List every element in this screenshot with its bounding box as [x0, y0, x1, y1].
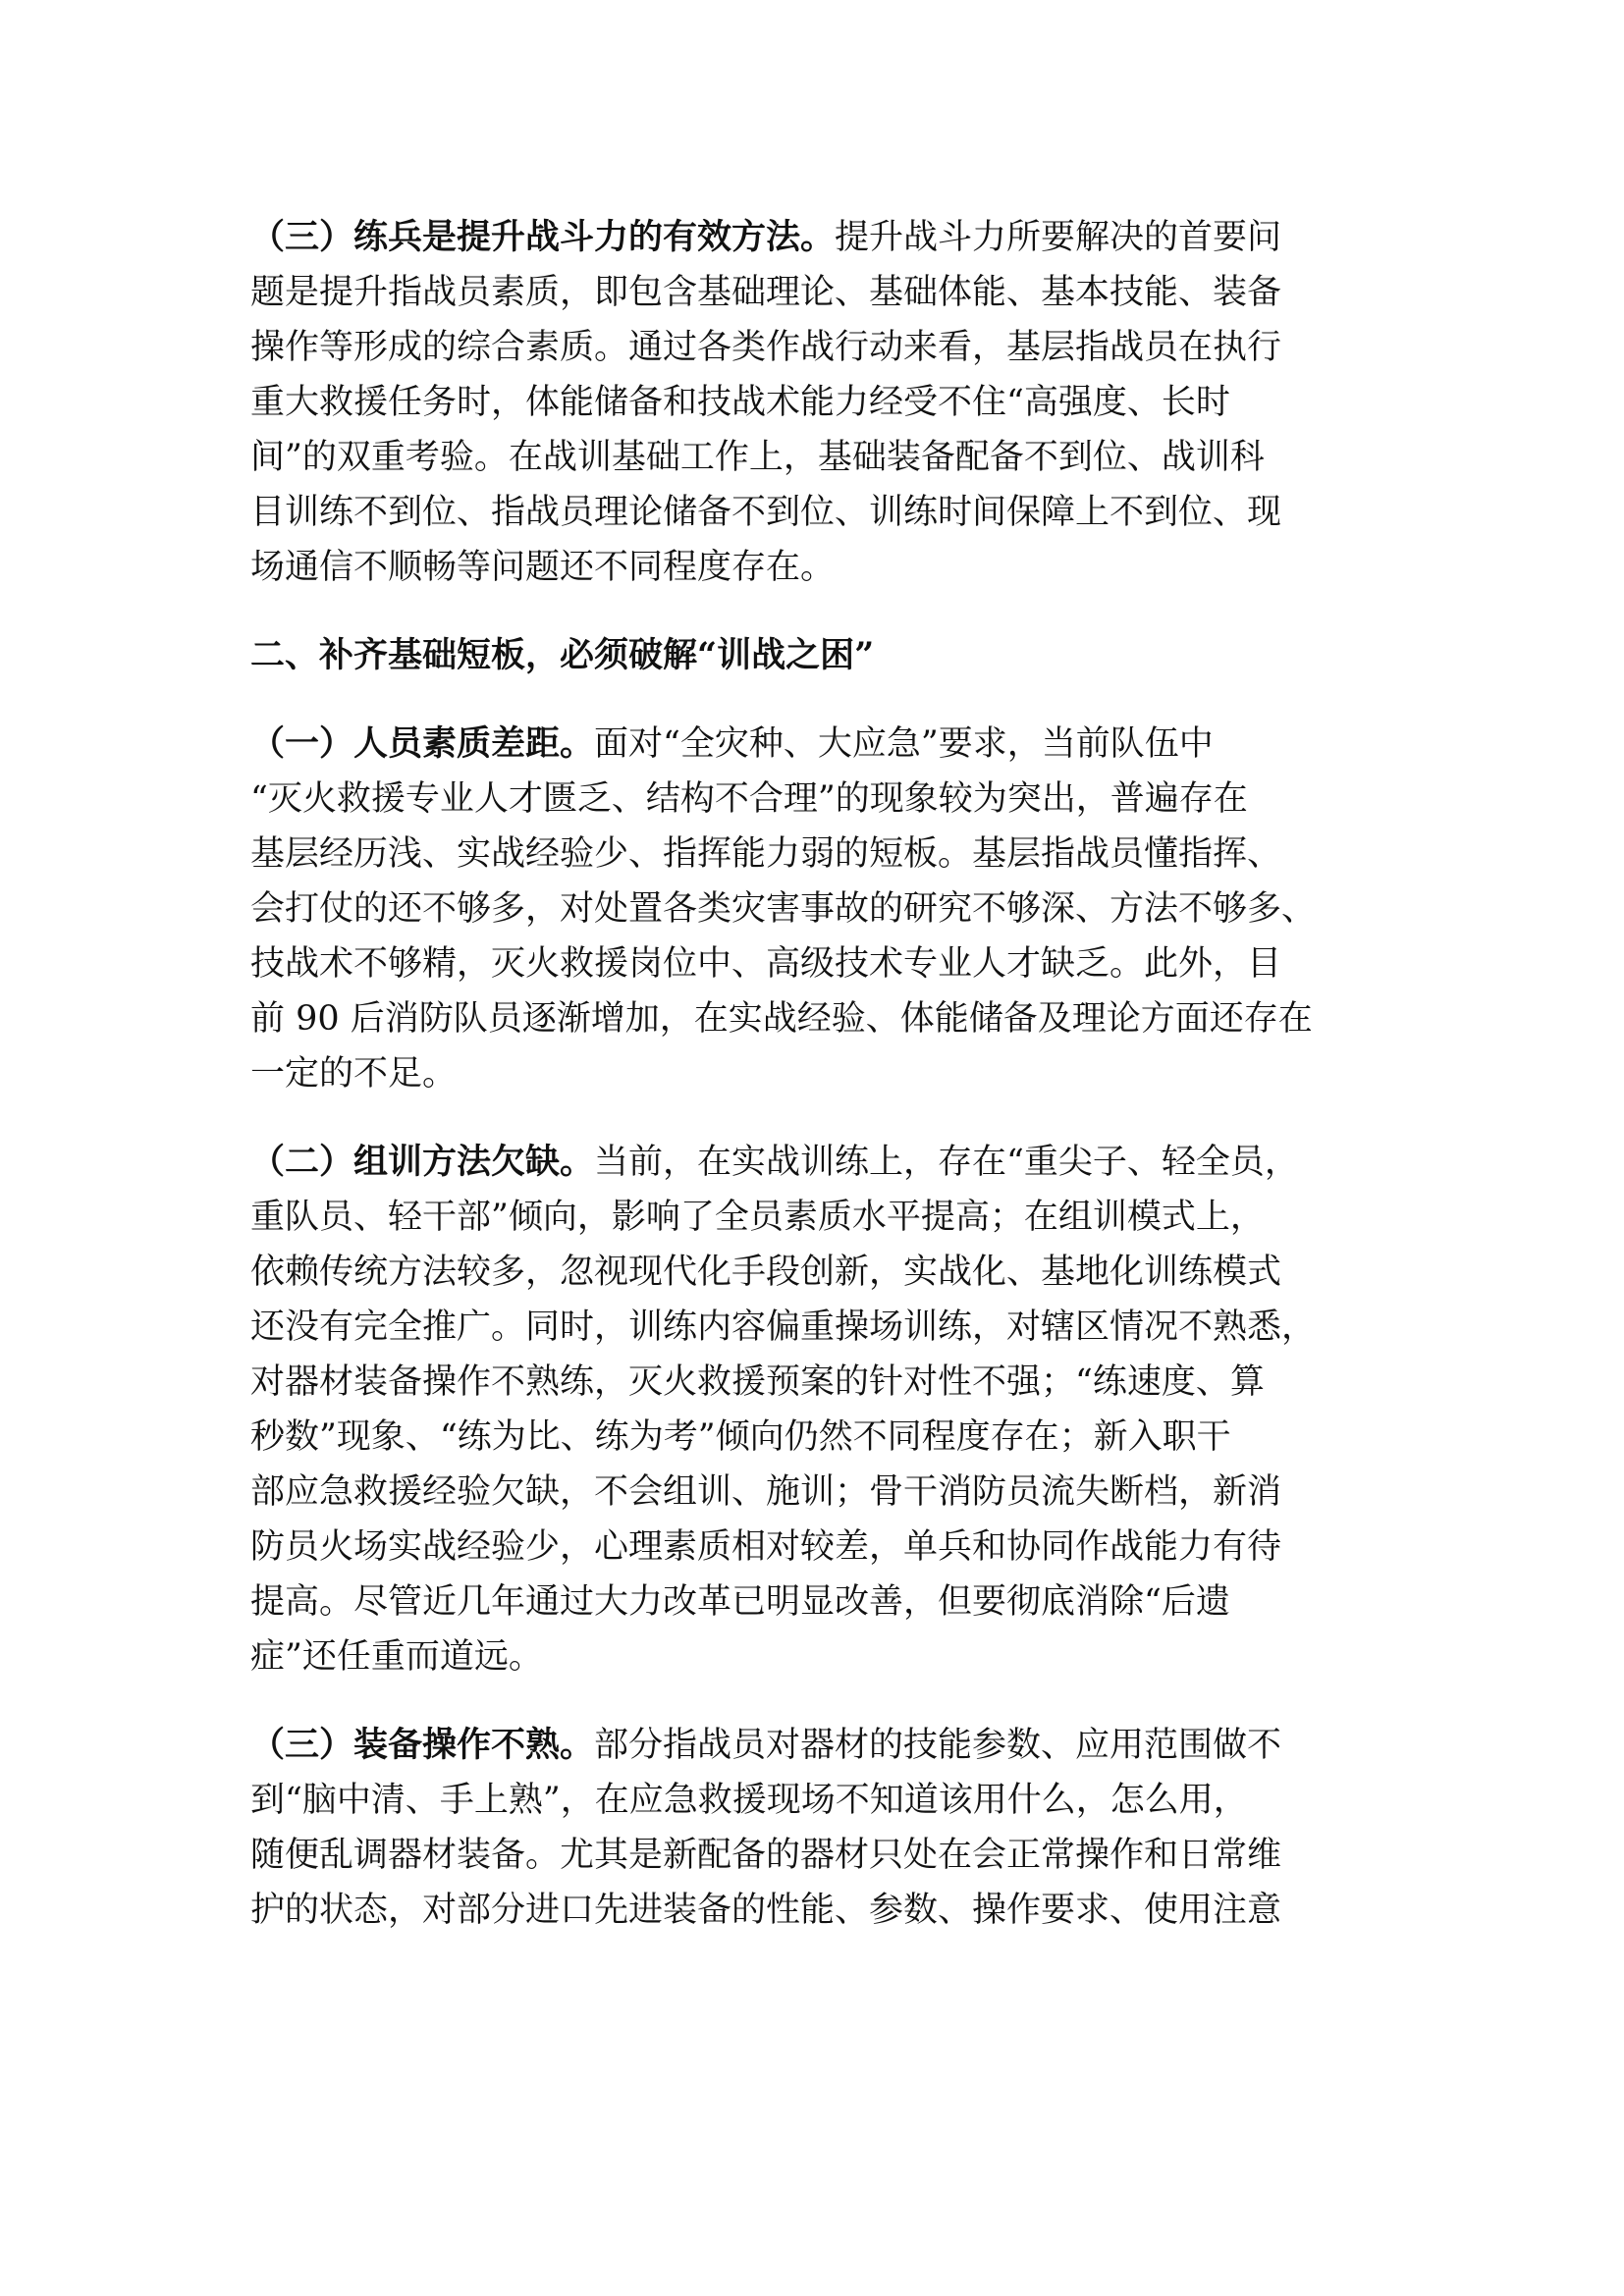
document-page: [250, 210, 1380, 1938]
paragraph-line: 防员火场实战经验少，心理素质相对较差，单兵和协同作战能力有待: [250, 1527, 1282, 1567]
paragraph-line: 重大救援任务时，体能储备和技战术能力经受不住“高强度、长时: [250, 383, 1230, 422]
paragraph-line: 护的状态，对部分进口先进装备的性能、参数、操作要求、使用注意: [250, 1891, 1282, 1930]
paragraph-line: 提高。尽管近几年通过大力改革已明显改善，但要彻底消除“后遗: [250, 1582, 1230, 1622]
paragraph-line: （三）装备操作不熟。部分指战员对器材的技能参数、应用范围做不: [250, 1725, 1282, 1765]
paragraph-line: 症”还任重而道远。: [250, 1637, 543, 1677]
paragraph-line: 操作等形成的综合素质。通过各类作战行动来看，基层指战员在执行: [250, 328, 1282, 367]
paragraph-line: （二）组训方法欠缺。当前，在实战训练上，存在“重尖子、轻全员，: [250, 1142, 1299, 1182]
paragraph-line: 重队员、轻干部”倾向，影响了全员素质水平提高；在组训模式上，: [250, 1198, 1265, 1237]
paragraph-line: 前 90 后消防队员逐渐增加，在实战经验、体能储备及理论方面还存在: [250, 999, 1313, 1039]
paragraph-line: 对器材装备操作不熟练，灭火救援预案的针对性不强；“练速度、算: [250, 1362, 1265, 1402]
paragraph-line: 部应急救援经验欠缺，不会组训、施训；骨干消防员流失断档，新消: [250, 1472, 1282, 1512]
paragraph-line: 依赖传统方法较多，忽视现代化手段创新，实战化、基地化训练模式: [250, 1253, 1282, 1292]
paragraph-line: 一定的不足。: [250, 1054, 458, 1094]
paragraph-lead: （三）装备操作不熟。: [250, 1725, 595, 1765]
paragraph-line: 秒数”现象、“练为比、练为考”倾向仍然不同程度存在；新入职干: [250, 1417, 1231, 1457]
paragraph-line: 基层经历浅、实战经验少、指挥能力弱的短板。基层指战员懂指挥、: [250, 834, 1282, 874]
paragraph-personnel-quality: [250, 717, 1380, 1101]
paragraph-training-methods-lacking: [250, 1135, 1380, 1684]
paragraph-lead: （一）人员素质差距。: [250, 723, 595, 764]
paragraph-line: 场通信不顺畅等问题还不同程度存在。: [250, 548, 836, 587]
paragraph-line: 技战术不够精，灭火救援岗位中、高级技术专业人才缺乏。此外，目: [250, 944, 1282, 984]
paragraph-lead: （二）组训方法欠缺。: [250, 1142, 595, 1182]
paragraph-lead: （三）练兵是提升战斗力的有效方法。: [250, 217, 836, 257]
paragraph-line: 题是提升指战员素质，即包含基础理论、基础体能、基本技能、装备: [250, 273, 1282, 312]
paragraph-line: 随便乱调器材装备。尤其是新配备的器材只处在会正常操作和日常维: [250, 1836, 1282, 1875]
section-heading: 二、补齐基础短板，必须破解“训战之困”: [250, 635, 875, 675]
paragraph-line: “灭火救援专业人才匮乏、结构不合理”的现象较为突出，普遍存在: [250, 779, 1248, 819]
paragraph-line: 到“脑中清、手上熟”，在应急救援现场不知道该用什么，怎么用，: [250, 1781, 1248, 1820]
paragraph-line: 目训练不到位、指战员理论储备不到位、训练时间保障上不到位、现: [250, 493, 1282, 532]
paragraph-line: （一）人员素质差距。面对“全灾种、大应急”要求，当前队伍中: [250, 723, 1214, 764]
paragraph-line: （三）练兵是提升战斗力的有效方法。提升战斗力所要解决的首要问: [250, 217, 1282, 257]
paragraph-training-method: [250, 210, 1380, 595]
paragraph-line: 还没有完全推广。同时，训练内容偏重操场训练，对辖区情况不熟悉，: [250, 1308, 1317, 1347]
paragraph-line: 间”的双重考验。在战训基础工作上，基础装备配备不到位、战训科: [250, 438, 1265, 477]
paragraph-equipment-operation: [250, 1718, 1380, 1938]
paragraph-line: 会打仗的还不够多，对处置各类灾害事故的研究不够深、方法不够多、: [250, 889, 1317, 929]
